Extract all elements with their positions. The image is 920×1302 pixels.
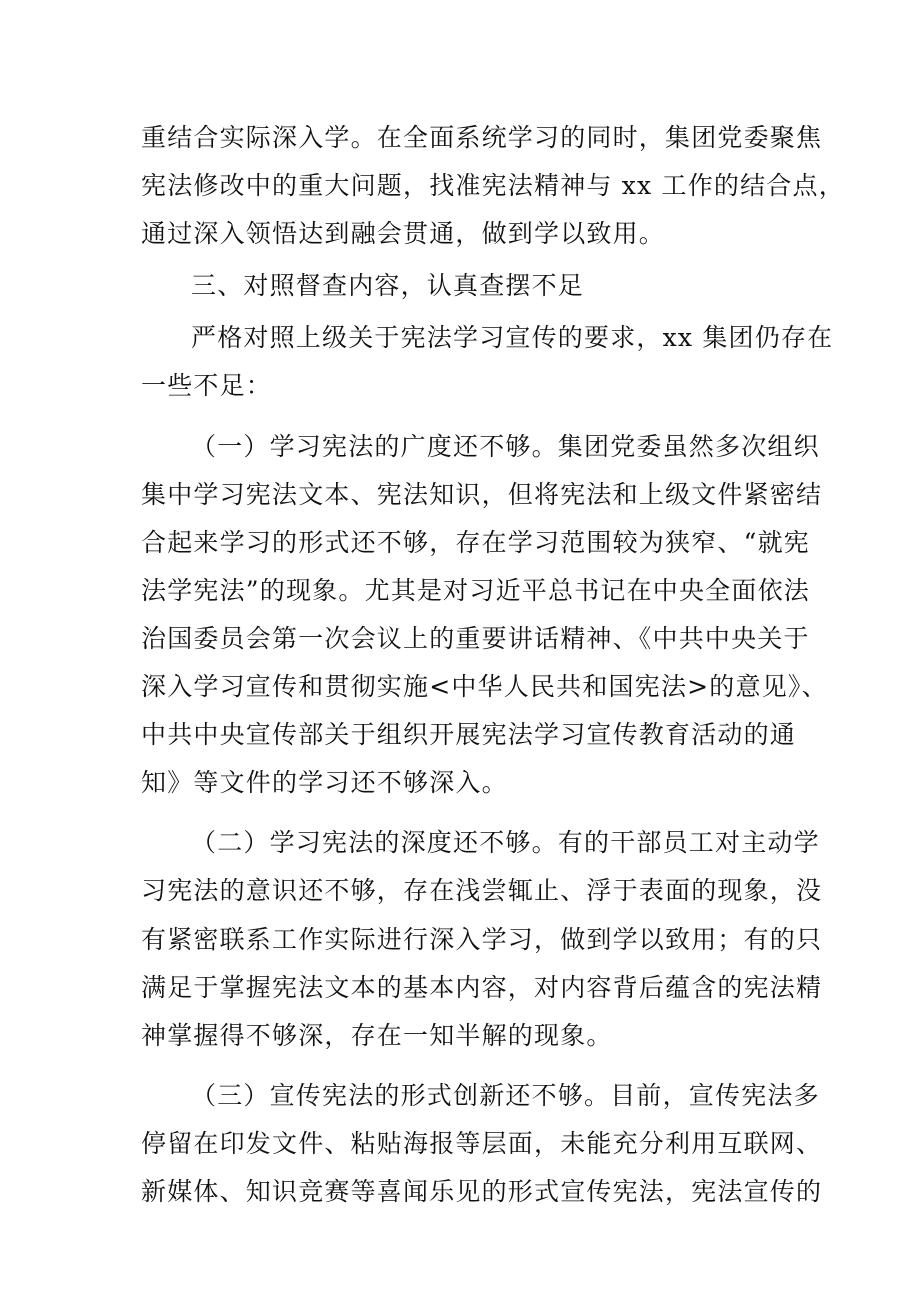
text-line: 满足于掌握宪法文本的基本内容，对内容背后蕴含的宪法精 [141,972,823,1002]
text-line: 严格对照上级关于宪法学习宣传的要求，xx 集团仍存在 [191,323,834,353]
text-line: 新媒体、知识竞赛等喜闻乐见的形式宣传宪法，宪法宣传的 [141,1176,823,1206]
text-line: 治国委员会第一次会议上的重要讲话精神、《中共中央关于 [141,623,810,653]
document-body [141,114,845,1216]
text-line: 宪法修改中的重大问题，找准宪法精神与 xx 工作的结合点， [141,171,845,201]
text-line: 法学宪法”的现象。尤其是对习近平总书记在中央全面依法 [141,575,810,605]
text-line: 通过深入领悟达到融会贯通，做到学以致用。 [141,219,666,249]
text-line: 知》等文件的学习还不够深入。 [141,768,508,798]
text-line: 集中学习宪法文本、宪法知识，但将宪法和上级文件紧密结 [141,479,823,509]
text-line: 有紧密联系工作实际进行深入学习，做到学以致用；有的只 [141,924,823,954]
text-line: 停留在印发文件、粘贴海报等层面，未能充分利用互联网、 [141,1128,823,1158]
text-line: 中共中央宣传部关于组织开展宪法学习宣传教育活动的通 [141,720,797,750]
text-line: 合起来学习的形式还不够，存在学习范围较为狭窄、“就宪 [141,527,810,557]
text-line: 神掌握得不够深，存在一知半解的现象。 [141,1020,613,1050]
text-line: 一些不足： [141,371,273,401]
text-line: 习宪法的意识还不够，存在浅尝辄止、浮于表面的现象，没 [141,876,823,906]
section-heading: 三、对照督查内容，认真查摆不足 [191,271,585,301]
text-line: 重结合实际深入学。在全面系统学习的同时，集团党委聚焦 [141,123,823,152]
text-line: （三）宣传宪法的形式创新还不够。目前，宣传宪法多 [191,1080,820,1110]
text-line: （一）学习宪法的广度还不够。集团党委虽然多次组织 [191,431,820,461]
text-line: （二）学习宪法的深度还不够。有的干部员工对主动学 [191,828,820,858]
text-line: 深入学习宣传和贯彻实施<中华人民共和国宪法>的意见》、 [141,672,828,702]
